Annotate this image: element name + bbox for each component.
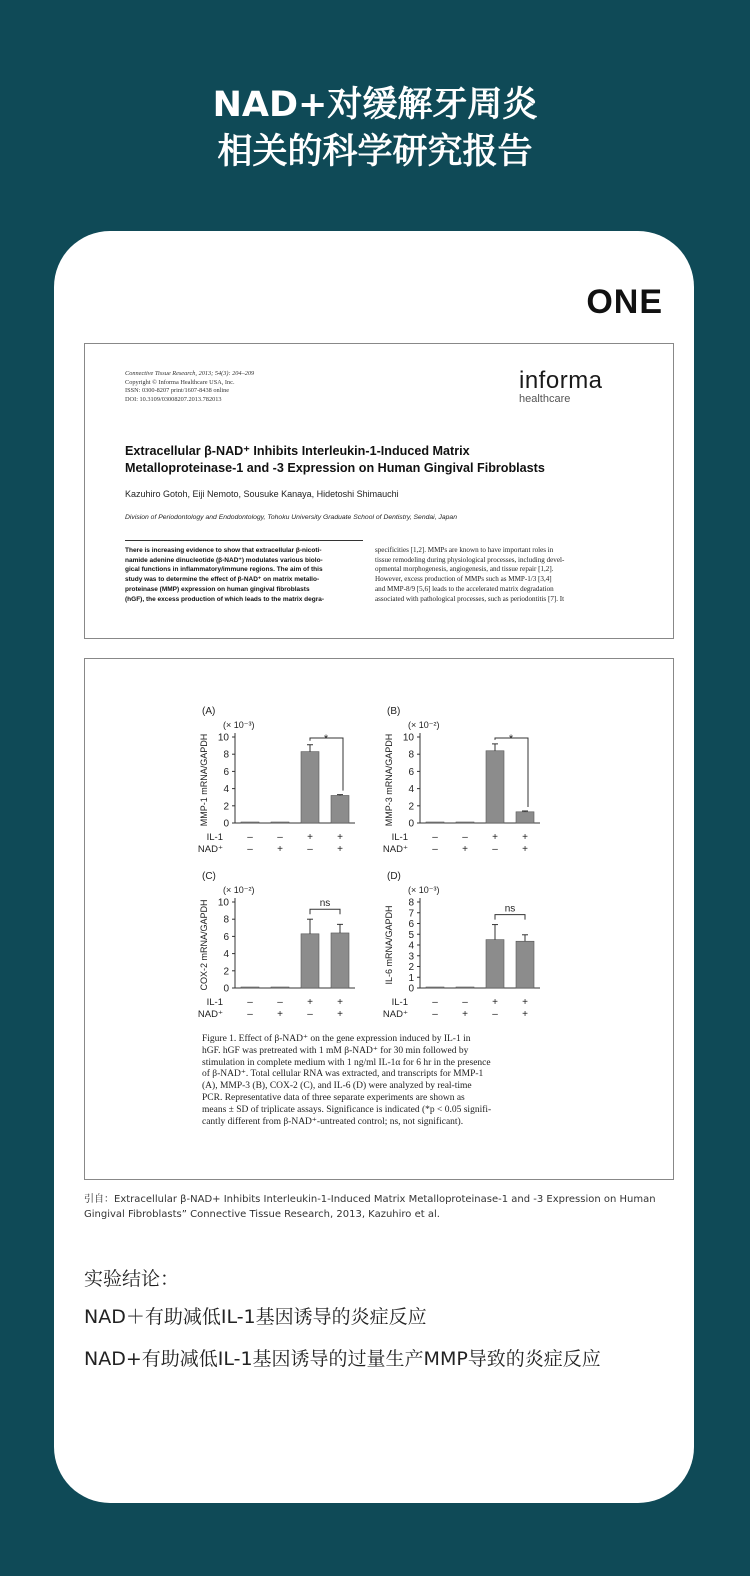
chart-row-label: NAD⁺	[197, 844, 223, 855]
chart-y-tick-label: 8	[408, 749, 414, 761]
paper-title-line: Metalloproteinase-1 and -3 Expression on Human Gingival Fibroblasts	[125, 461, 545, 475]
abstract-line: proteinase (MMP) expression on human gingival fibroblasts	[125, 585, 310, 593]
publisher-sub: healthcare	[519, 393, 571, 405]
chart-y-tick-label: 6	[223, 931, 229, 943]
chart-scale-label: (× 10⁻²)	[408, 720, 440, 730]
chart-y-tick-label: 1	[408, 972, 414, 984]
chart-condition-nad: –	[307, 844, 313, 855]
chart-y-tick-label: 2	[408, 801, 414, 813]
publisher-name: informa	[519, 367, 603, 394]
chart-scale-label: (× 10⁻²)	[223, 885, 255, 895]
chart-condition-nad: +	[337, 1009, 343, 1020]
chart-significance-label: ns	[319, 898, 331, 910]
chart-condition-nad: +	[337, 844, 343, 855]
chart-condition-nad: –	[492, 1009, 498, 1020]
chart-condition-nad: –	[432, 844, 438, 855]
journal-meta-line: Connective Tissue Research, 2013; 54(3): 204–209	[125, 370, 255, 377]
chart-scale-label: (× 10⁻³)	[223, 720, 255, 730]
paper-abstract	[125, 546, 363, 604]
citation: 引自：Extracellular β-NAD+ Inhibits Interleukin-1-Induced Matrix Metalloproteinase-1 and -3 Expression on Human Gingival Fibroblasts” Connective Tissue Research, 2013, Kazuhiro et al.	[84, 1194, 656, 1220]
chart-condition-il1: +	[522, 832, 528, 843]
journal-meta-line: Copyright © Informa Healthcare USA, Inc.	[125, 378, 235, 386]
body-line: However, excess production of MMPs such as MMP-1/3 [3,4]	[375, 575, 552, 584]
paper-body-column	[375, 546, 615, 604]
chart-bar	[456, 822, 474, 823]
chart-row-label: NAD⁺	[197, 1009, 223, 1020]
abstract-divider	[125, 540, 363, 541]
chart-y-tick-label: 8	[223, 914, 229, 926]
abstract-line: There is increasing evidence to show that extracellular β-nicoti-	[125, 547, 322, 554]
chart-bar	[301, 934, 319, 988]
chart-row-label: IL-1	[391, 997, 408, 1008]
chart-condition-il1: +	[492, 997, 498, 1008]
chart-y-axis-label: MMP-3 mRNA/GAPDH	[384, 733, 394, 827]
chart-condition-nad: –	[247, 1009, 253, 1020]
caption-line: hGF. hGF was pretreated with 1 mM β-NAD⁺ for 30 min followed by	[202, 1045, 469, 1056]
chart-condition-nad: +	[462, 844, 468, 855]
chart-condition-il1: –	[462, 997, 468, 1008]
chart-y-tick-label: 4	[223, 784, 229, 796]
chart-y-tick-label: 2	[408, 962, 414, 973]
chart-condition-il1: –	[462, 832, 468, 843]
chart-condition-nad: +	[277, 1009, 283, 1020]
chart-y-axis-label: COX-2 mRNA/GAPDH	[199, 899, 209, 991]
chart-bar	[271, 822, 289, 823]
chart-y-tick-label: 8	[223, 749, 229, 761]
chart-scale-label: (× 10⁻³)	[408, 885, 440, 895]
journal-meta-line: ISSN: 0300-8207 print/1607-8438 online	[125, 387, 230, 395]
publisher-logo	[519, 368, 603, 405]
chart-bar	[331, 933, 349, 988]
journal-meta-line: DOI: 10.3109/03008207.2013.782013	[125, 395, 222, 403]
hero-title	[0, 82, 750, 176]
chart-bar	[486, 751, 504, 823]
chart-y-tick-label: 10	[217, 732, 229, 744]
chart-y-tick-label: 2	[223, 801, 229, 813]
journal-meta	[125, 370, 254, 404]
chart-panel-label: (C)	[202, 871, 216, 882]
chart-condition-nad: –	[492, 844, 498, 855]
conclusion-item-1: NAD＋有助减低IL-1基因诱导的炎症反应	[84, 1306, 427, 1328]
paper-excerpt	[84, 343, 674, 639]
content-card	[54, 231, 694, 1503]
body-line: and MMP-8/9 [5,6] leads to the accelerated matrix degradation	[375, 584, 554, 593]
chart-y-tick-label: 4	[408, 940, 414, 952]
body-line: associated with pathological processes, such as periodontitis [7]. It	[375, 594, 565, 603]
chart-row-label: IL-1	[391, 832, 408, 843]
chart-condition-nad: +	[277, 844, 283, 855]
chart-bar	[486, 940, 504, 988]
chart-condition-il1: –	[432, 832, 438, 843]
chart-condition-il1: –	[277, 832, 283, 843]
chart-condition-nad: –	[247, 844, 253, 855]
chart-y-tick-label: 6	[408, 766, 414, 778]
chart-y-tick-label: 8	[408, 897, 414, 909]
body-line: specificities [1,2]. MMPs are known to have important roles in	[375, 546, 554, 554]
chart-y-axis-label: IL-6 mRNA/GAPDH	[384, 905, 394, 985]
chart-significance-bracket	[310, 909, 340, 914]
section-label: ONE	[586, 283, 663, 321]
caption-line: (A), MMP-3 (B), COX-2 (C), and IL-6 (D) were analyzed by real-time	[202, 1081, 472, 1092]
caption-line: cantly different from β-NAD⁺-untreated control; ns, not significant).	[202, 1116, 464, 1127]
figure-panel	[84, 658, 674, 1180]
paper-authors: Kazuhiro Gotoh, Eiji Nemoto, Sousuke Kanaya, Hidetoshi Shimauchi	[125, 489, 399, 499]
chart-condition-il1: +	[337, 997, 343, 1008]
chart-bar	[456, 987, 474, 988]
chart-panel-label: (B)	[387, 706, 401, 717]
chart-condition-il1: +	[307, 832, 313, 843]
chart-row-label: NAD⁺	[382, 844, 408, 855]
abstract-line: (hGF), the excess production of which leads to the matrix degra-	[125, 595, 325, 603]
chart-bar	[426, 822, 444, 823]
conclusion-heading: 实验结论：	[84, 1268, 180, 1290]
chart-condition-nad: +	[462, 1009, 468, 1020]
chart-condition-il1: –	[247, 997, 253, 1008]
caption-line: Figure 1. Effect of β-NAD⁺ on the gene expression induced by IL-1 in	[202, 1034, 471, 1044]
chart-condition-nad: –	[307, 1009, 313, 1020]
chart-y-tick-label: 6	[408, 919, 414, 930]
chart-row-label: NAD⁺	[382, 1009, 408, 1020]
chart-bar	[516, 812, 534, 823]
chart-y-tick-label: 6	[223, 766, 229, 778]
paper-affiliation: Division of Periodontology and Endodontology, Tohoku University Graduate School of Dentistry, Sendai, Japan	[125, 514, 457, 521]
paper-title	[125, 443, 645, 477]
chart-y-tick-label: 7	[408, 908, 414, 920]
paper-title-line: Extracellular β-NAD⁺ Inhibits Interleukin-1-Induced Matrix	[125, 444, 470, 458]
chart-condition-il1: +	[492, 832, 498, 843]
chart-condition-il1: +	[337, 832, 343, 843]
caption-line: of β-NAD⁺. Total cellular RNA was extracted, and transcripts for MMP-1	[202, 1069, 484, 1080]
chart-condition-il1: +	[522, 997, 528, 1008]
chart-bar	[241, 987, 259, 988]
chart-row-label: IL-1	[206, 832, 223, 843]
chart-significance-label: *	[508, 733, 514, 745]
chart-condition-nad: +	[522, 844, 528, 855]
chart-condition-il1: –	[247, 832, 253, 843]
caption-line: means ± SD of triplicate assays. Significance is indicated (*p < 0.05 signifi-	[202, 1104, 492, 1115]
body-line: tissue remodeling during physiological processes, including devel-	[375, 555, 565, 564]
chart-panel-label: (D)	[387, 871, 401, 882]
chart-y-tick-label: 5	[408, 929, 414, 941]
abstract-line: namide adenine dinucleotide (β-NAD⁺) modulates various biolo-	[125, 556, 323, 564]
chart-y-tick-label: 10	[402, 732, 414, 744]
chart-bar	[331, 795, 349, 823]
chart-bar	[241, 822, 259, 823]
chart-significance-bracket	[495, 915, 525, 920]
chart-y-tick-label: 0	[408, 983, 414, 995]
chart-y-tick-label: 4	[408, 784, 414, 796]
chart-significance-label: *	[323, 733, 329, 745]
chart-y-tick-label: 0	[408, 818, 414, 830]
caption-line: PCR. Representative data of three separate experiments are shown as	[202, 1092, 465, 1103]
chart-bar	[426, 987, 444, 988]
chart-bar	[301, 752, 319, 823]
chart-y-tick-label: 4	[223, 949, 229, 961]
chart-condition-il1: +	[307, 997, 313, 1008]
chart-y-tick-label: 0	[223, 983, 229, 995]
abstract-line: study was to determine the effect of β-NAD⁺ on matrix metallo-	[125, 576, 320, 584]
figure-charts	[85, 659, 673, 1029]
chart-panel-label: (A)	[202, 706, 216, 717]
abstract-line: gical functions in inflammatory/immune regions. The aim of this	[125, 566, 323, 574]
chart-bar	[516, 941, 534, 988]
body-line: opmental morphogenesis, angiogenesis, and tissue repair [1,2].	[375, 565, 554, 574]
chart-bar	[271, 987, 289, 988]
chart-y-tick-label: 3	[408, 951, 414, 963]
conclusion-item-2: NAD+有助减低IL-1基因诱导的过量生产MMP导致的炎症反应	[84, 1348, 601, 1370]
chart-significance-label: ns	[504, 903, 516, 915]
chart-y-tick-label: 2	[223, 966, 229, 978]
hero-title-line-1: NAD+对缓解牙周炎	[212, 85, 538, 125]
caption-line: stimulation in complete medium with 1 ng/ml IL-1α for 6 hr in the presence	[202, 1057, 491, 1068]
chart-condition-nad: –	[432, 1009, 438, 1020]
chart-condition-il1: –	[432, 997, 438, 1008]
figure-caption	[202, 1034, 542, 1128]
chart-y-tick-label: 0	[223, 818, 229, 830]
chart-row-label: IL-1	[206, 997, 223, 1008]
chart-condition-nad: +	[522, 1009, 528, 1020]
chart-y-axis-label: MMP-1 mRNA/GAPDH	[199, 733, 209, 827]
chart-condition-il1: –	[277, 997, 283, 1008]
chart-y-tick-label: 10	[217, 897, 229, 909]
hero-title-line-2: 相关的科学研究报告	[217, 132, 533, 172]
